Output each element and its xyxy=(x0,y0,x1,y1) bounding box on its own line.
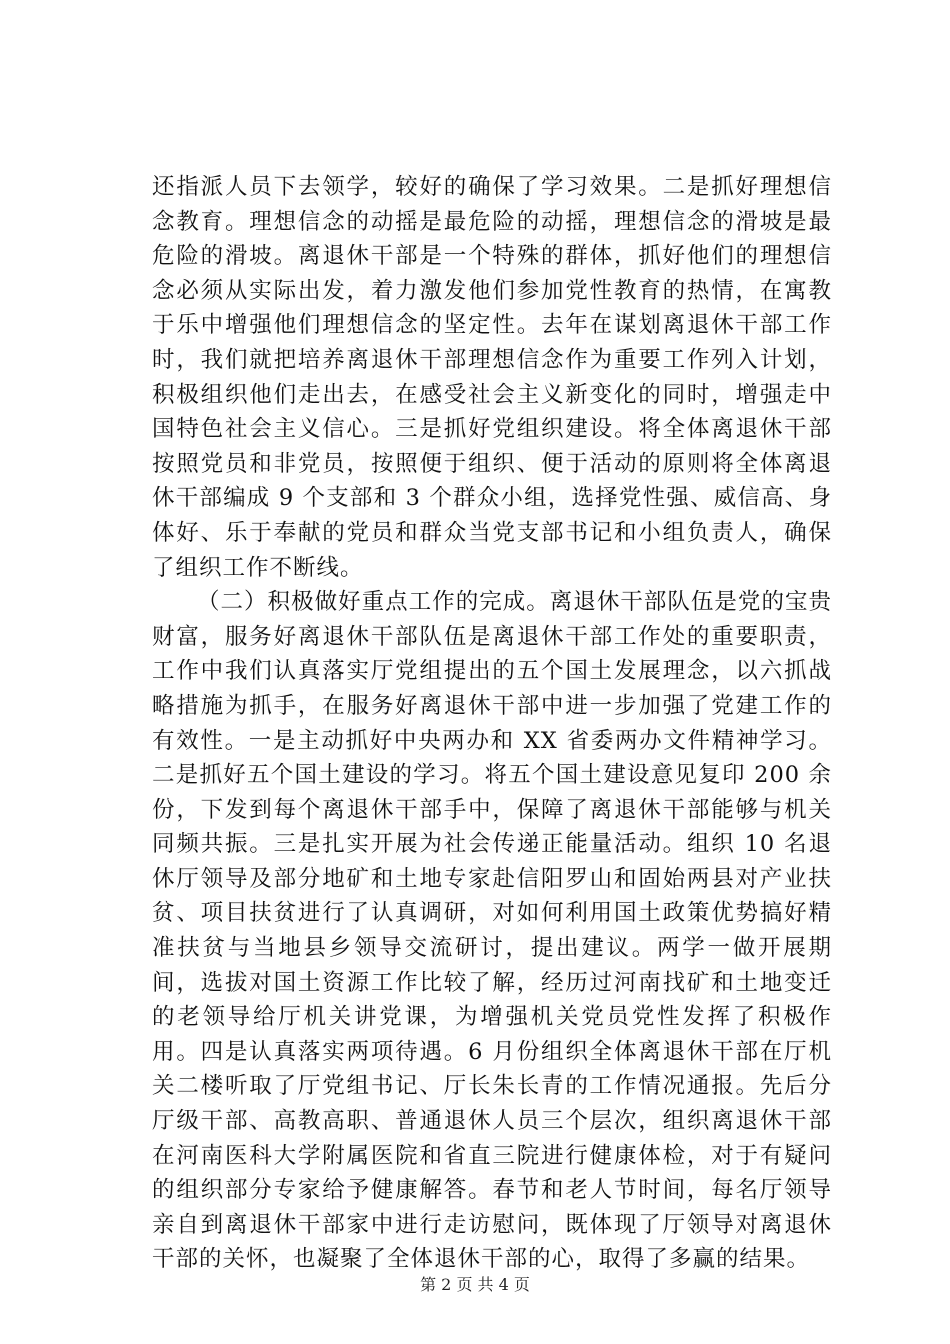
paragraph-section-two: （二）积极做好重点工作的完成。离退休干部队伍是党的宝贵财富，服务好离退休干部队伍是离退休干部工作处的重要职责，工作中我们认真落实厅党组提出的五个国土发展理念，以六抓战略措施为抓手，在服务好离退休干部中进一步加强了党建工作的有效性。一是主动抓好中央两办和 XX 省委两办文件精神学习。二是抓好五个国土建设的学习。将五个国土建设意见复印 200 余份，下发到每个离退休干部手中，保障了离退休干部能够与机关同频共振。三是扎实开展为社会传递正能量活动。组织 10 名退休厅领导及部分地矿和土地专家赴信阳罗山和固始两县对产业扶贫、项目扶贫进行了认真调研，对如何利用国土政策优势搞好精准扶贫与当地县乡领导交流研讨，提出建议。两学一做开展期间，选拔对国土资源工作比较了解，经历过河南找矿和土地变迁的老领导给厅机关讲党课，为增强机关党员党性发挥了积极作用。四是认真落实两项待遇。6 月份组织全体离退休干部在厅机关二楼听取了厅党组书记、厅长朱长青的工作情况通报。先后分厅级干部、高教高职、普通退休人员三个层次，组织离退休干部在河南医科大学附属医院和省直三院进行健康体检，对于有疑问的组织部分专家给予健康解答。春节和老人节时间，每名厅领导亲自到离退休干部家中进行走访慰问，既体现了厅领导对离退休干部的关怀，也凝聚了全体退休干部的心，取得了多赢的结果。 xyxy=(152,589,832,1273)
page-number-footer: 第 2 页 共 4 页 xyxy=(420,1275,530,1294)
paragraph-continuation: 还指派人员下去领学，较好的确保了学习效果。二是抓好理想信念教育。理想信念的动摇是最危险的动摇，理想信念的滑坡是最危险的滑坡。离退休干部是一个特殊的群体，抓好他们的理想信念必须从实际出发，着力激发他们参加党性教育的热情，在寓教于乐中增强他们理想信念的坚定性。去年在谋划离退休干部工作时，我们就把培养离退休干部理想信念作为重要工作列入计划，积极组织他们走出去，在感受社会主义新变化的同时，增强走中国特色社会主义信心。三是抓好党组织建设。将全体离退休干部按照党员和非党员，按照便于组织、便于活动的原则将全体离退休干部编成 9 个支部和 3 个群众小组，选择党性强、威信高、身体好、乐于奉献的党员和群众当党支部书记和小组负责人，确保了组织工作不断线。 xyxy=(152,174,832,581)
document-body xyxy=(152,170,832,1277)
